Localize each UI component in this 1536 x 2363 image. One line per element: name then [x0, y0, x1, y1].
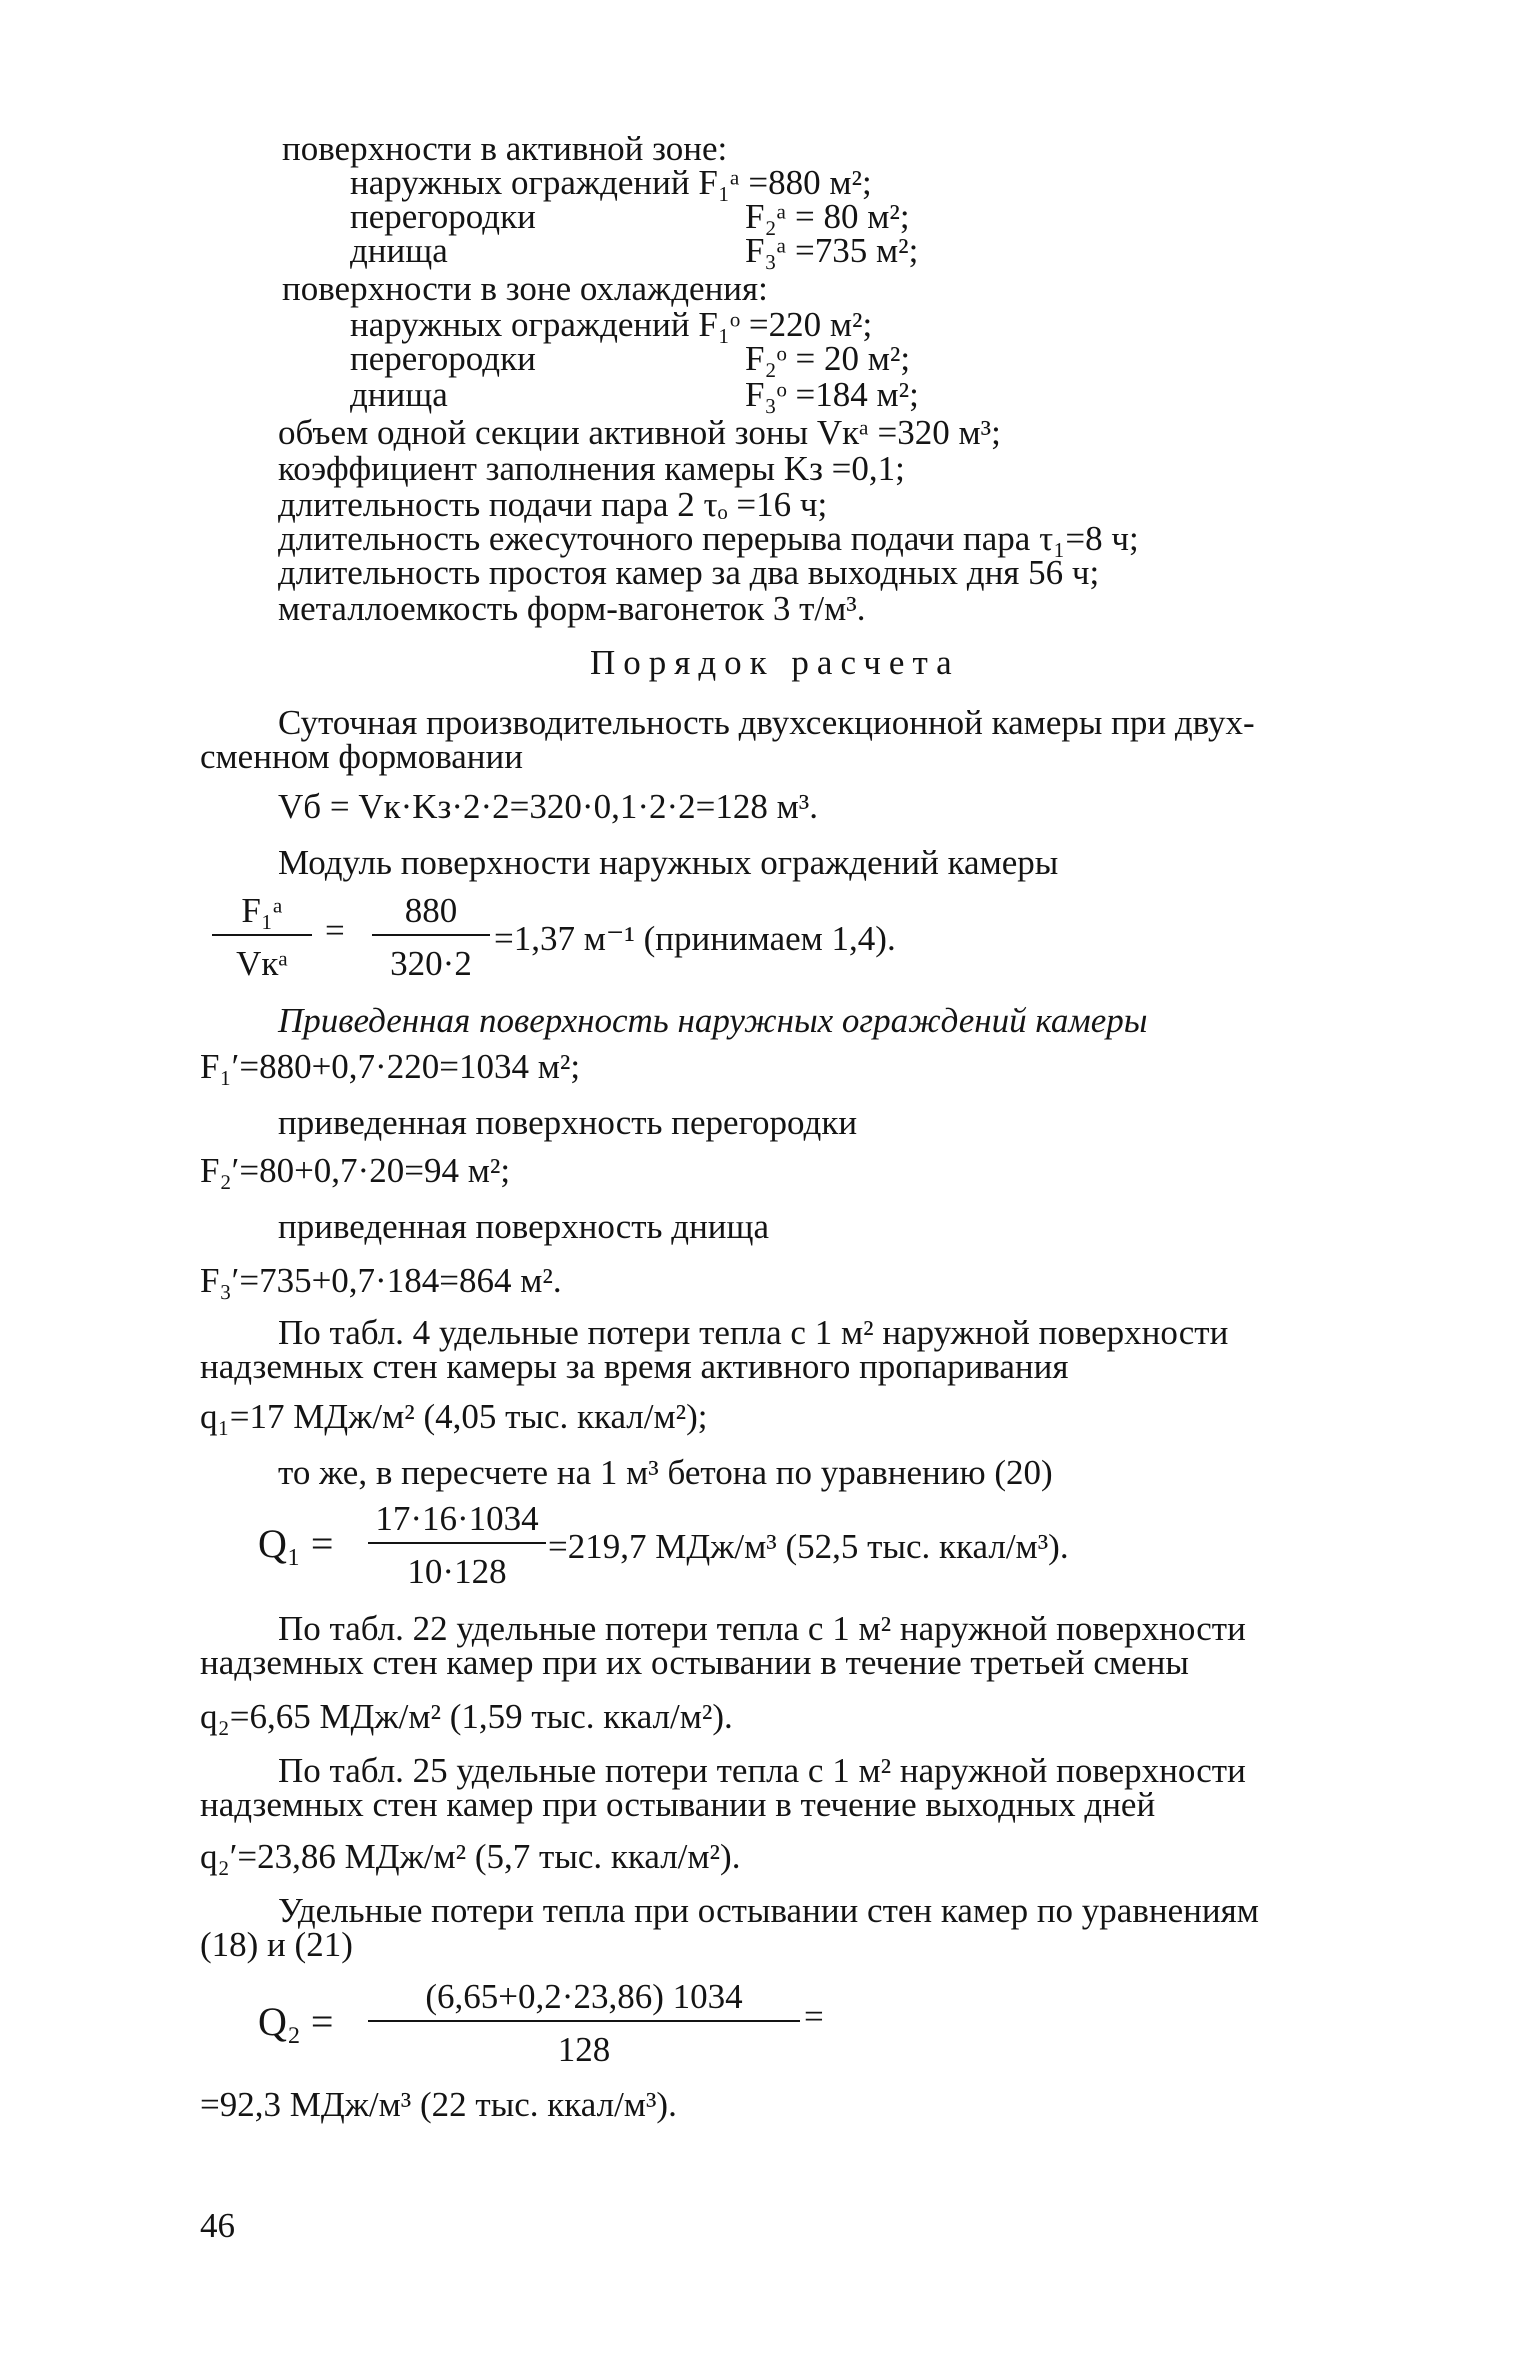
- fraction-denominator: 320·2: [390, 943, 472, 983]
- fraction-denominator: 128: [557, 2029, 611, 2069]
- text-line: металлоемкость форм-вагонеток 3 т/м³.: [278, 589, 866, 628]
- fraction-bar: [368, 1542, 546, 1544]
- equals-sign: =: [804, 1997, 824, 2036]
- equals-sign: =: [325, 911, 345, 950]
- formula-line: F₁′=880+0,7·220=1034 м²;: [200, 1047, 581, 1086]
- text-line: поверхности в активной зоне:: [282, 129, 728, 168]
- fraction-numerator: F₁ᵃ: [241, 891, 283, 930]
- paragraph-line: Удельные потери тепла при остывании стен камер по уравнениям: [278, 1891, 1259, 1930]
- text-line: наружных ограждений F₁ᵒ =220 м²;: [350, 305, 873, 344]
- formula-line: F₃′=735+0,7·184=864 м².: [200, 1261, 562, 1300]
- paragraph-line: По табл. 25 удельные потери тепла с 1 м² наружной поверхности: [278, 1751, 1246, 1790]
- paragraph-line: По табл. 4 удельные потери тепла с 1 м² наружной поверхности: [278, 1313, 1229, 1352]
- text-line: длительность подачи пара 2 τₒ =16 ч;: [278, 485, 828, 524]
- paragraph-line: приведенная поверхность перегородки: [278, 1103, 858, 1142]
- paragraph-line: приведенная поверхность днища: [278, 1207, 770, 1246]
- formula-line: q₂′=23,86 МДж/м² (5,7 тыс. ккал/м²).: [200, 1837, 741, 1876]
- text-line: F₂ᵃ = 80 м²;: [745, 197, 910, 236]
- page-number: 46: [200, 2206, 235, 2245]
- fraction-denominator: Vкᵃ: [236, 943, 288, 983]
- text-line: F₂ᵒ = 20 м²;: [745, 339, 911, 378]
- paragraph-line: надземных стен камеры за время активного пропаривания: [200, 1347, 1069, 1386]
- text-line: объем одной секции активной зоны Vкᵃ =320 м³;: [278, 413, 1001, 452]
- fraction-denominator: 10·128: [407, 1551, 507, 1591]
- q1-result: =219,7 МДж/м³ (52,5 тыс. ккал/м³).: [548, 1527, 1069, 1566]
- text-line: наружных ограждений F₁ᵃ =880 м²;: [350, 163, 872, 202]
- fraction-numerator: 17·16·1034: [375, 1499, 539, 1538]
- paragraph-line: то же, в пересчете на 1 м³ бетона по уравнению (20): [278, 1453, 1053, 1492]
- text-line: перегородки: [350, 339, 536, 378]
- fraction-bar: [212, 934, 312, 936]
- paragraph-line: Модуль поверхности наружных ограждений камеры: [278, 843, 1059, 882]
- fraction-numerator: 880: [404, 891, 458, 930]
- paragraph-line: (18) и (21): [200, 1925, 353, 1964]
- text-line: длительность простоя камер за два выходных дня 56 ч;: [278, 553, 1100, 592]
- formula-line: =92,3 МДж/м³ (22 тыс. ккал/м³).: [200, 2085, 677, 2124]
- text-line: F₃ᵃ =735 м²;: [745, 231, 919, 270]
- text-line: днища: [350, 231, 448, 270]
- text-line: длительность ежесуточного перерыва подачи пара τ₁=8 ч;: [278, 519, 1139, 558]
- formula-line: F₂′=80+0,7·20=94 м²;: [200, 1151, 511, 1190]
- fraction-q2: [368, 1976, 800, 2071]
- text-line: коэффициент заполнения камеры Kз =0,1;: [278, 449, 905, 488]
- paragraph-line: надземных стен камер при остывании в течение выходных дней: [200, 1785, 1156, 1824]
- fraction-bar: [372, 934, 490, 936]
- paragraph-line: надземных стен камер при их остывании в течение третьей смены: [200, 1643, 1189, 1682]
- paragraph-line: Приведенная поверхность наружных ограждений камеры: [278, 1001, 1148, 1040]
- formula-line: Vб = Vк·Kз·2·2=320·0,1·2·2=128 м³.: [278, 787, 819, 826]
- formula-line: q₁=17 МДж/м² (4,05 тыс. ккал/м²);: [200, 1397, 708, 1436]
- fraction-880: [372, 890, 490, 985]
- text-line: F₃ᵒ =184 м²;: [745, 375, 919, 414]
- q2-lhs: Q₂ =: [258, 1999, 334, 2044]
- text-line: перегородки: [350, 197, 536, 236]
- q1-lhs: Q₁ =: [258, 1521, 334, 1566]
- formula-line: q₂=6,65 МДж/м² (1,59 тыс. ккал/м²).: [200, 1697, 733, 1736]
- fraction-q1: [368, 1498, 546, 1593]
- paragraph-line: Суточная производительность двухсекционной камеры при двух-: [278, 703, 1255, 742]
- fraction-numerator: (6,65+0,2·23,86) 1034: [425, 1977, 743, 2016]
- fraction-result: =1,37 м⁻¹ (принимаем 1,4).: [494, 919, 896, 958]
- fraction-f1a-vka: [212, 890, 312, 985]
- text-line: днища: [350, 375, 448, 414]
- fraction-bar: [368, 2020, 800, 2022]
- section-heading: Порядок расчета: [590, 643, 960, 682]
- paragraph-line: сменном формовании: [200, 737, 523, 776]
- text-line: поверхности в зоне охлаждения:: [282, 269, 768, 308]
- paragraph-line: По табл. 22 удельные потери тепла с 1 м² наружной поверхности: [278, 1609, 1246, 1648]
